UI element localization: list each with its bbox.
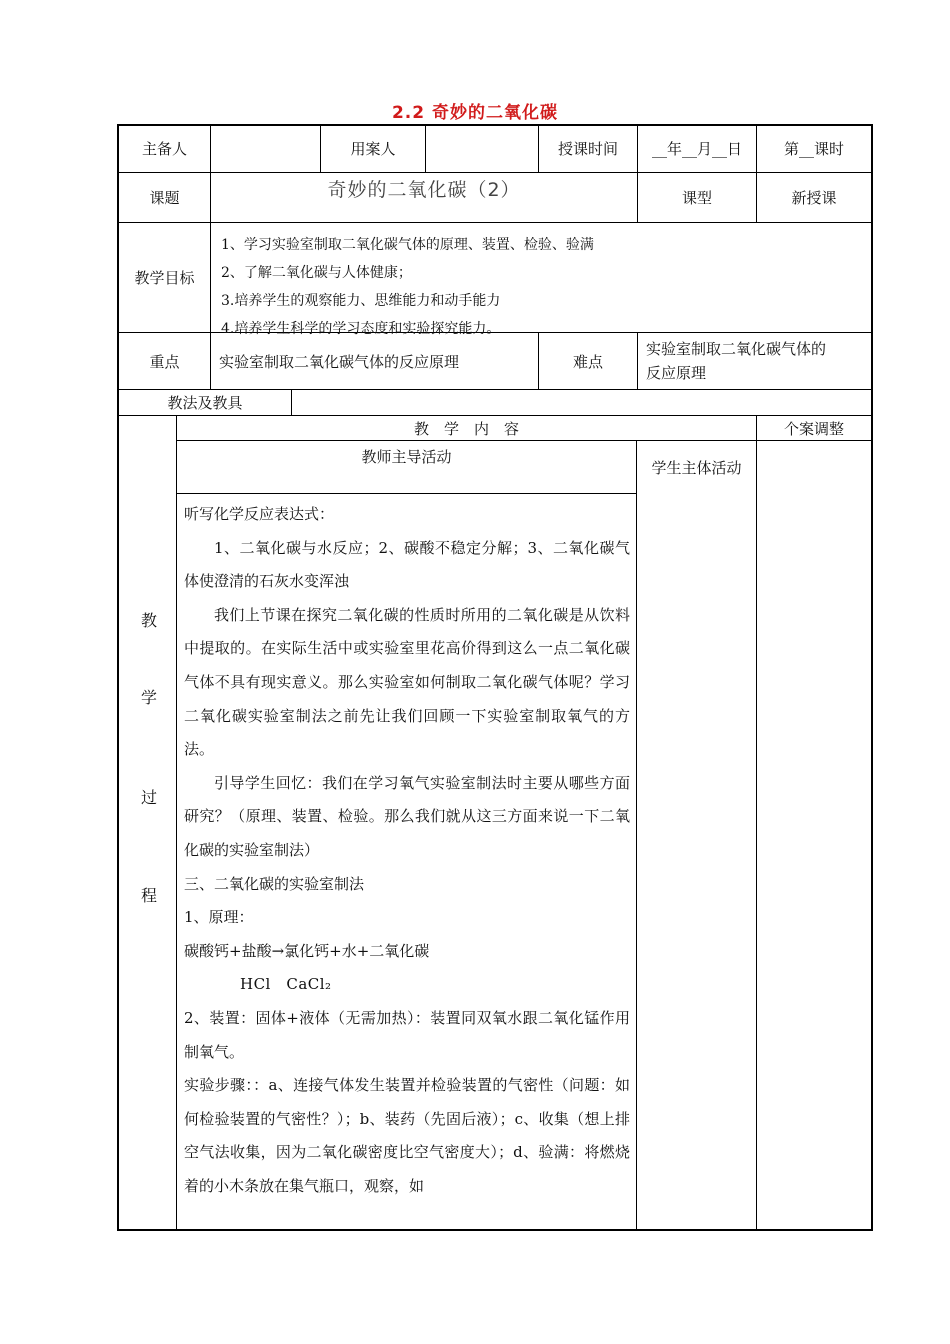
key-point-label: 重点 — [149, 352, 180, 371]
topic-label: 课题 — [149, 189, 180, 207]
difficulty-value: 实验室制取二氧化碳气体的 反应原理 — [646, 340, 827, 382]
goals-list — [221, 231, 594, 343]
time-label: 授课时间 — [557, 140, 618, 158]
user-value — [426, 125, 538, 172]
preparer-label: 主备人 — [141, 140, 187, 158]
paragraph: 三、二氧化碳的实验室制法 — [184, 874, 365, 893]
user-label: 用案人 — [350, 140, 396, 158]
paragraph: 碳酸钙+盐酸→氯化钙+水+二氧化碳 — [184, 941, 430, 960]
document-title: 2.2 奇妙的二氧化碳 — [391, 103, 559, 123]
paragraph: 2、装置：固体+液体（无需加热）：装置同双氧水跟二氧化锰作用制氧气。 — [184, 1008, 630, 1061]
topic-value: 奇妙的二氧化碳（2） — [327, 178, 521, 201]
paragraph: 实验步骤：：a、连接气体发生装置并检验装置的气密性（问题：如何检验装置的气密性？）；b、装药（先固后液）；c、收集（想上排空气法收集，因为二氧化碳密度比空气密度大）；d、验满：将燃烧着的小木条放在集气瓶口，观察，如 — [184, 1076, 630, 1195]
goal-item: 2、了解二氧化碳与人体健康； — [221, 265, 412, 281]
paragraph: 1、原理： — [184, 908, 254, 927]
period-field: 第__课时 — [783, 140, 844, 158]
paragraph: 1、二氧化碳与水反应；2、碳酸不稳定分解；3、二氧化碳气体使澄清的石灰水变浑浊 — [184, 538, 630, 591]
paragraph: 引导学生回忆：我们在学习氧气实验室制法时主要从哪些方面研究？（原理、装置、检验。那么我们就从这三方面来说一下二氧化碳的实验室制法） — [184, 773, 630, 859]
difficulty-label: 难点 — [572, 352, 603, 371]
formula-line: HCl CaCl₂ — [240, 975, 332, 994]
process-side-char: 学 — [140, 688, 157, 707]
lesson-type-label: 课型 — [681, 189, 712, 207]
adjust-header: 个案调整 — [783, 419, 844, 438]
paragraph: 我们上节课在探究二氧化碳的性质时所用的二氧化碳是从饮料中提取的。在实际生活中或实验室里花高价得到这么一点二氧化碳气体不具有现实意义。那么实验室如何制取二氧化碳气体呢？学习二氧化碳实验室制法之前先让我们回顾一下实验室制取氧气的方法。 — [184, 605, 630, 759]
teacher-activity-body — [184, 498, 630, 1203]
goals-label: 教学目标 — [134, 269, 195, 287]
preparer-value — [211, 125, 320, 172]
process-side-char: 程 — [140, 886, 157, 905]
key-point-value: 实验室制取二氧化碳气体的反应原理 — [219, 352, 460, 371]
goal-item: 1、学习实验室制取二氧化碳气体的原理、装置、检验、验满 — [221, 237, 594, 253]
goal-item: 4.培养学生科学的学习态度和实验探究能力。 — [221, 321, 501, 337]
goal-item: 3.培养学生的观察能力、思维能力和动手能力 — [221, 293, 501, 309]
student-activity-header: 学生主体活动 — [651, 458, 742, 477]
methods-label: 教法及教具 — [167, 394, 243, 412]
teacher-activity-header: 教师主导活动 — [361, 447, 452, 466]
process-side-char: 过 — [140, 788, 157, 807]
process-side-char: 教 — [140, 611, 157, 630]
date-field: __年__月__日 — [651, 140, 742, 158]
paragraph: 听写化学反应表达式： — [184, 505, 335, 523]
lesson-type-value: 新授课 — [791, 189, 837, 207]
content-header: 教 学 内 容 — [413, 419, 519, 438]
